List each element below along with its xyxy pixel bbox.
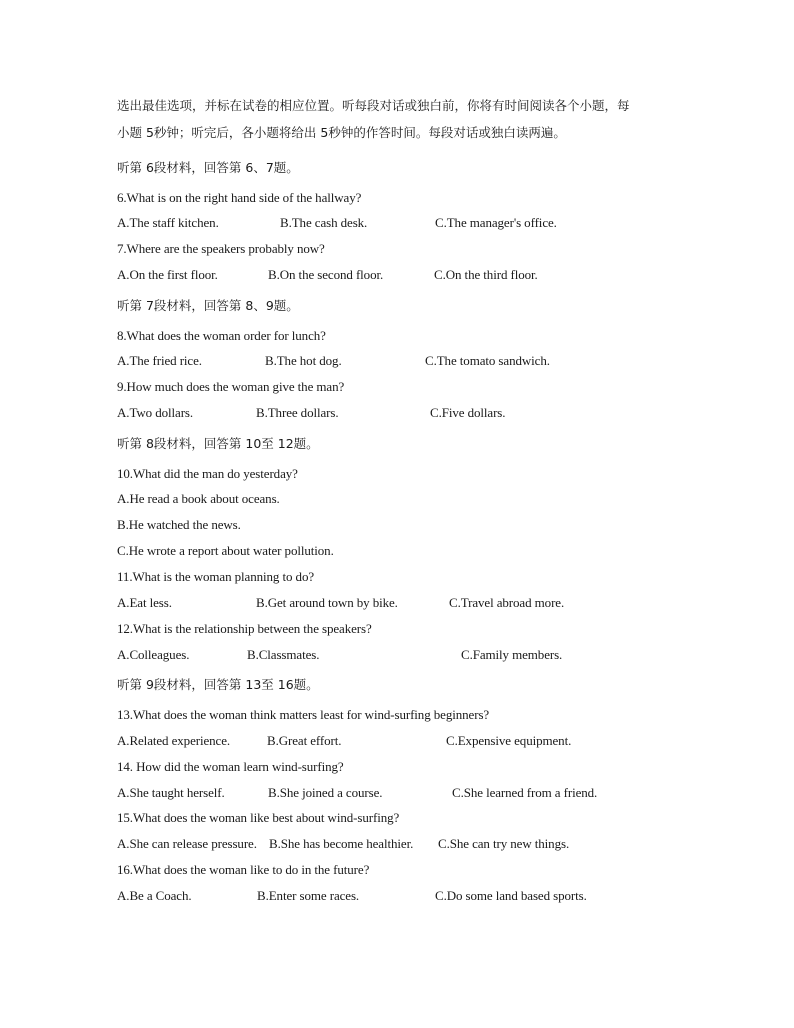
q13-option-a: A.Related experience. [117, 733, 231, 748]
q13-option-c: C.Expensive equipment. [446, 733, 572, 748]
q16-option-a: A.Be a Coach. [117, 888, 192, 903]
q12-option-a: A.Colleagues. [117, 647, 190, 662]
section-header-9: 听第 9段材料，回答第 13至 16题。 [117, 677, 319, 692]
question-12: 12.What is the relationship between the speakers? [117, 621, 372, 636]
intro-line-2: 小题 5秒钟；听完后，各小题将给出 5秒钟的作答时间。每段对话或独白读两遍。 [117, 125, 566, 140]
q8-option-a: A.The fried rice. [117, 353, 202, 368]
q9-option-c: C.Five dollars. [430, 405, 506, 420]
q10-option-a: A.He read a book about oceans. [117, 491, 280, 506]
q15-option-c: C.She can try new things. [438, 836, 570, 851]
q12-option-c: C.Family members. [461, 647, 563, 662]
question-15: 15.What does the woman like best about wind-surfing? [117, 810, 400, 825]
q8-option-b: B.The hot dog. [265, 353, 342, 368]
q8-option-c: C.The tomato sandwich. [425, 353, 550, 368]
section-header-7: 听第 7段材料，回答第 8、9题。 [117, 298, 299, 313]
q7-option-c: C.On the third floor. [434, 267, 538, 282]
q11-option-a: A.Eat less. [117, 595, 172, 610]
q14-option-c: C.She learned from a friend. [452, 785, 598, 800]
question-8: 8.What does the woman order for lunch? [117, 328, 326, 343]
q15-option-b: B.She has become healthier. [269, 836, 414, 851]
question-9: 9.How much does the woman give the man? [117, 379, 345, 394]
q11-option-b: B.Get around town by bike. [256, 595, 398, 610]
question-10: 10.What did the man do yesterday? [117, 466, 298, 481]
question-7: 7.Where are the speakers probably now? [117, 241, 325, 256]
q16-option-b: B.Enter some races. [257, 888, 360, 903]
q13-option-b: B.Great effort. [267, 733, 342, 748]
q16-option-c: C.Do some land based sports. [435, 888, 587, 903]
intro-line-1: 选出最佳选项，并标在试卷的相应位置。听每段对话或独白前，你将有时间阅读各个小题，每 [117, 98, 630, 113]
q9-option-a: A.Two dollars. [117, 405, 194, 420]
q12-option-b: B.Classmates. [247, 647, 320, 662]
section-header-6: 听第 6段材料，回答第 6、7题。 [117, 160, 299, 175]
question-6: 6.What is on the right hand side of the hallway? [117, 190, 362, 205]
q10-option-c: C.He wrote a report about water pollution. [117, 543, 334, 558]
q6-option-a: A.The staff kitchen. [117, 215, 219, 230]
q7-option-a: A.On the first floor. [117, 267, 218, 282]
q6-option-b: B.The cash desk. [280, 215, 368, 230]
section-header-8: 听第 8段材料，回答第 10至 12题。 [117, 436, 319, 451]
question-11: 11.What is the woman planning to do? [117, 569, 315, 584]
q10-option-b: B.He watched the news. [117, 517, 241, 532]
q14-option-a: A.She taught herself. [117, 785, 225, 800]
question-16: 16.What does the woman like to do in the future? [117, 862, 370, 877]
q14-option-b: B.She joined a course. [268, 785, 383, 800]
q15-option-a: A.She can release pressure. [117, 836, 257, 851]
question-14: 14. How did the woman learn wind-surfing? [117, 759, 344, 774]
q6-option-c: C.The manager's office. [435, 215, 557, 230]
q7-option-b: B.On the second floor. [268, 267, 384, 282]
q11-option-c: C.Travel abroad more. [449, 595, 565, 610]
question-13: 13.What does the woman think matters least for wind-surfing beginners? [117, 707, 490, 722]
q9-option-b: B.Three dollars. [256, 405, 339, 420]
